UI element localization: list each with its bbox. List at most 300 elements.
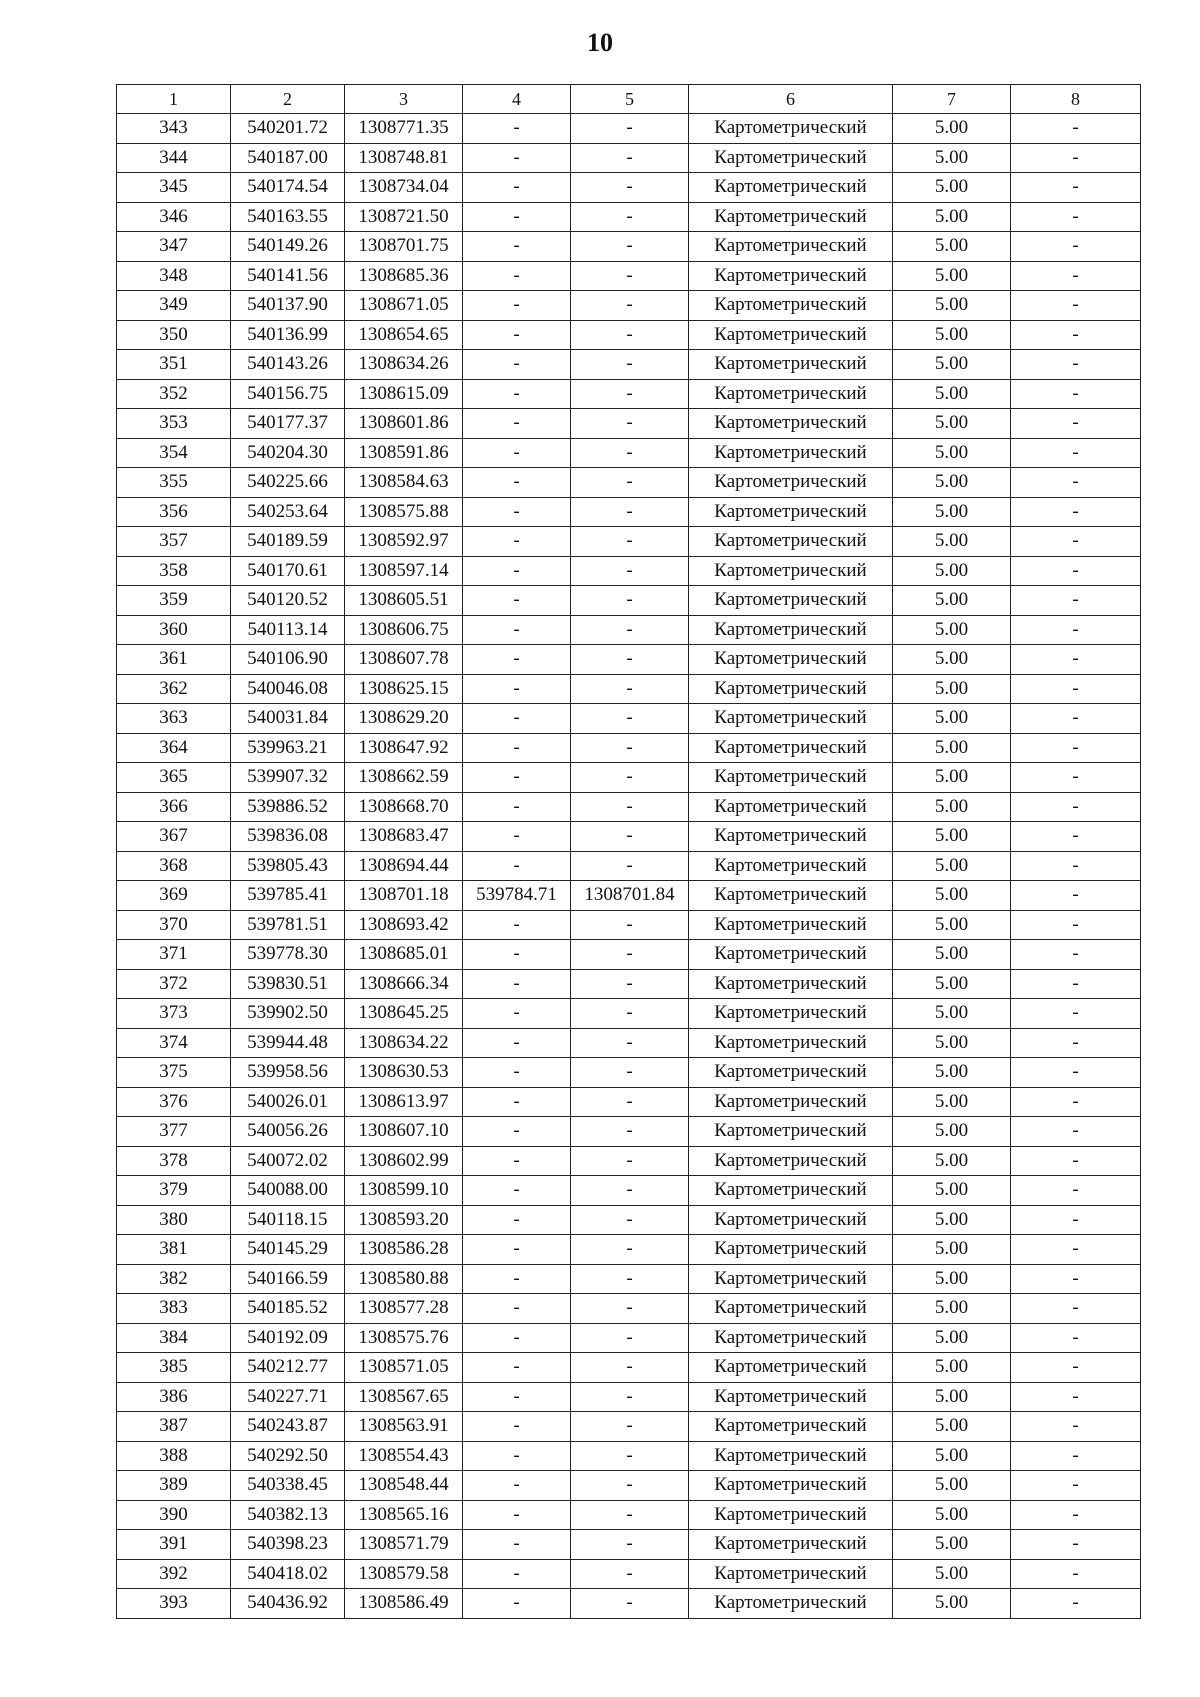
cell-y-coordinate-alt: - <box>571 556 689 586</box>
cell-x-coordinate: 540243.87 <box>231 1412 345 1442</box>
cell-y-coordinate: 1308579.58 <box>345 1559 463 1589</box>
cell-x-coordinate-alt: - <box>463 1323 571 1353</box>
cell-y-coordinate-alt: - <box>571 409 689 439</box>
cell-method: Картометрический <box>689 969 893 999</box>
cell-method: Картометрический <box>689 320 893 350</box>
cell-x-coordinate-alt: - <box>463 615 571 645</box>
cell-note: - <box>1011 1264 1141 1294</box>
cell-x-coordinate: 539902.50 <box>231 999 345 1029</box>
cell-x-coordinate-alt: - <box>463 320 571 350</box>
cell-accuracy: 5.00 <box>893 1176 1011 1206</box>
cell-method: Картометрический <box>689 1028 893 1058</box>
cell-x-coordinate: 540185.52 <box>231 1294 345 1324</box>
cell-accuracy: 5.00 <box>893 291 1011 321</box>
cell-note: - <box>1011 556 1141 586</box>
cell-y-coordinate-alt: - <box>571 468 689 498</box>
cell-accuracy: 5.00 <box>893 586 1011 616</box>
cell-accuracy: 5.00 <box>893 969 1011 999</box>
cell-x-coordinate-alt: - <box>463 409 571 439</box>
cell-accuracy: 5.00 <box>893 822 1011 852</box>
cell-y-coordinate-alt: - <box>571 379 689 409</box>
cell-y-coordinate: 1308662.59 <box>345 763 463 793</box>
cell-accuracy: 5.00 <box>893 851 1011 881</box>
cell-x-coordinate-alt: - <box>463 1176 571 1206</box>
column-header-4: 4 <box>463 85 571 114</box>
table-row <box>117 645 1141 675</box>
cell-method: Картометрический <box>689 1382 893 1412</box>
cell-x-coordinate-alt: - <box>463 1235 571 1265</box>
table-row <box>117 1176 1141 1206</box>
cell-accuracy: 5.00 <box>893 1441 1011 1471</box>
cell-y-coordinate-alt: - <box>571 1146 689 1176</box>
cell-y-coordinate-alt: - <box>571 1471 689 1501</box>
cell-accuracy: 5.00 <box>893 999 1011 1029</box>
cell-method: Картометрический <box>689 232 893 262</box>
cell-y-coordinate-alt: - <box>571 1294 689 1324</box>
cell-x-coordinate: 540382.13 <box>231 1500 345 1530</box>
cell-y-coordinate: 1308685.36 <box>345 261 463 291</box>
cell-y-coordinate-alt: - <box>571 969 689 999</box>
cell-point-number: 347 <box>117 232 231 262</box>
cell-method: Картометрический <box>689 1235 893 1265</box>
cell-x-coordinate: 540143.26 <box>231 350 345 380</box>
cell-accuracy: 5.00 <box>893 1087 1011 1117</box>
cell-note: - <box>1011 1087 1141 1117</box>
cell-point-number: 343 <box>117 114 231 144</box>
cell-x-coordinate: 539886.52 <box>231 792 345 822</box>
table-row <box>117 1412 1141 1442</box>
cell-accuracy: 5.00 <box>893 173 1011 203</box>
cell-y-coordinate: 1308575.88 <box>345 497 463 527</box>
table-row <box>117 792 1141 822</box>
table-row <box>117 969 1141 999</box>
cell-x-coordinate-alt: - <box>463 1146 571 1176</box>
cell-point-number: 380 <box>117 1205 231 1235</box>
cell-accuracy: 5.00 <box>893 645 1011 675</box>
cell-y-coordinate: 1308606.75 <box>345 615 463 645</box>
cell-x-coordinate-alt: - <box>463 143 571 173</box>
cell-point-number: 359 <box>117 586 231 616</box>
cell-point-number: 352 <box>117 379 231 409</box>
cell-note: - <box>1011 733 1141 763</box>
cell-note: - <box>1011 1176 1141 1206</box>
table-row <box>117 497 1141 527</box>
cell-method: Картометрический <box>689 881 893 911</box>
cell-method: Картометрический <box>689 379 893 409</box>
cell-note: - <box>1011 1058 1141 1088</box>
cell-y-coordinate: 1308567.65 <box>345 1382 463 1412</box>
table-row <box>117 615 1141 645</box>
cell-x-coordinate-alt: - <box>463 645 571 675</box>
cell-x-coordinate: 539944.48 <box>231 1028 345 1058</box>
cell-x-coordinate: 540187.00 <box>231 143 345 173</box>
cell-x-coordinate-alt: - <box>463 1471 571 1501</box>
cell-y-coordinate: 1308605.51 <box>345 586 463 616</box>
table-row <box>117 261 1141 291</box>
cell-x-coordinate: 540113.14 <box>231 615 345 645</box>
cell-x-coordinate-alt: - <box>463 733 571 763</box>
cell-method: Картометрический <box>689 1471 893 1501</box>
table-row <box>117 1559 1141 1589</box>
cell-method: Картометрический <box>689 822 893 852</box>
cell-x-coordinate: 539958.56 <box>231 1058 345 1088</box>
cell-method: Картометрический <box>689 114 893 144</box>
cell-y-coordinate-alt: - <box>571 1235 689 1265</box>
cell-point-number: 353 <box>117 409 231 439</box>
cell-x-coordinate-alt: - <box>463 910 571 940</box>
cell-note: - <box>1011 1353 1141 1383</box>
cell-x-coordinate: 540149.26 <box>231 232 345 262</box>
cell-accuracy: 5.00 <box>893 940 1011 970</box>
cell-note: - <box>1011 851 1141 881</box>
cell-y-coordinate-alt: - <box>571 704 689 734</box>
cell-y-coordinate-alt: - <box>571 1058 689 1088</box>
cell-x-coordinate: 540436.92 <box>231 1589 345 1619</box>
cell-note: - <box>1011 438 1141 468</box>
column-header-7: 7 <box>893 85 1011 114</box>
cell-note: - <box>1011 202 1141 232</box>
cell-y-coordinate: 1308586.49 <box>345 1589 463 1619</box>
cell-accuracy: 5.00 <box>893 143 1011 173</box>
cell-note: - <box>1011 1028 1141 1058</box>
cell-x-coordinate-alt: - <box>463 114 571 144</box>
cell-y-coordinate-alt: 1308701.84 <box>571 881 689 911</box>
cell-note: - <box>1011 379 1141 409</box>
cell-point-number: 389 <box>117 1471 231 1501</box>
cell-x-coordinate: 540166.59 <box>231 1264 345 1294</box>
cell-method: Картометрический <box>689 468 893 498</box>
cell-note: - <box>1011 1412 1141 1442</box>
cell-point-number: 379 <box>117 1176 231 1206</box>
cell-note: - <box>1011 1382 1141 1412</box>
cell-y-coordinate: 1308701.18 <box>345 881 463 911</box>
cell-note: - <box>1011 1500 1141 1530</box>
cell-y-coordinate-alt: - <box>571 261 689 291</box>
cell-y-coordinate: 1308593.20 <box>345 1205 463 1235</box>
table-row <box>117 1382 1141 1412</box>
cell-point-number: 375 <box>117 1058 231 1088</box>
table-row <box>117 1353 1141 1383</box>
cell-x-coordinate-alt: - <box>463 1058 571 1088</box>
header-row <box>117 85 1141 114</box>
cell-note: - <box>1011 1471 1141 1501</box>
table-row <box>117 1028 1141 1058</box>
cell-x-coordinate-alt: - <box>463 438 571 468</box>
cell-accuracy: 5.00 <box>893 1205 1011 1235</box>
cell-accuracy: 5.00 <box>893 1382 1011 1412</box>
cell-accuracy: 5.00 <box>893 1146 1011 1176</box>
cell-x-coordinate-alt: - <box>463 497 571 527</box>
cell-accuracy: 5.00 <box>893 1235 1011 1265</box>
cell-x-coordinate: 540026.01 <box>231 1087 345 1117</box>
cell-method: Картометрический <box>689 1530 893 1560</box>
cell-x-coordinate: 540418.02 <box>231 1559 345 1589</box>
cell-x-coordinate: 540141.56 <box>231 261 345 291</box>
cell-y-coordinate: 1308601.86 <box>345 409 463 439</box>
cell-accuracy: 5.00 <box>893 527 1011 557</box>
cell-y-coordinate: 1308592.97 <box>345 527 463 557</box>
cell-accuracy: 5.00 <box>893 409 1011 439</box>
cell-method: Картометрический <box>689 173 893 203</box>
cell-point-number: 361 <box>117 645 231 675</box>
table-row <box>117 1500 1141 1530</box>
cell-point-number: 387 <box>117 1412 231 1442</box>
cell-x-coordinate: 540174.54 <box>231 173 345 203</box>
cell-accuracy: 5.00 <box>893 202 1011 232</box>
table-row <box>117 1264 1141 1294</box>
cell-x-coordinate: 540120.52 <box>231 586 345 616</box>
cell-point-number: 382 <box>117 1264 231 1294</box>
cell-accuracy: 5.00 <box>893 1264 1011 1294</box>
cell-x-coordinate-alt: - <box>463 1530 571 1560</box>
cell-y-coordinate: 1308634.22 <box>345 1028 463 1058</box>
table-row <box>117 232 1141 262</box>
cell-x-coordinate-alt: - <box>463 1412 571 1442</box>
cell-y-coordinate-alt: - <box>571 173 689 203</box>
cell-y-coordinate: 1308571.05 <box>345 1353 463 1383</box>
cell-point-number: 364 <box>117 733 231 763</box>
cell-accuracy: 5.00 <box>893 1323 1011 1353</box>
cell-method: Картометрический <box>689 1176 893 1206</box>
column-header-5: 5 <box>571 85 689 114</box>
cell-method: Картометрический <box>689 792 893 822</box>
table-row <box>117 379 1141 409</box>
cell-accuracy: 5.00 <box>893 468 1011 498</box>
cell-y-coordinate-alt: - <box>571 615 689 645</box>
cell-y-coordinate-alt: - <box>571 1176 689 1206</box>
cell-method: Картометрический <box>689 763 893 793</box>
cell-point-number: 365 <box>117 763 231 793</box>
cell-y-coordinate-alt: - <box>571 1559 689 1589</box>
table-row <box>117 851 1141 881</box>
cell-accuracy: 5.00 <box>893 1471 1011 1501</box>
cell-point-number: 378 <box>117 1146 231 1176</box>
cell-point-number: 377 <box>117 1117 231 1147</box>
cell-accuracy: 5.00 <box>893 1117 1011 1147</box>
cell-note: - <box>1011 645 1141 675</box>
cell-x-coordinate: 540145.29 <box>231 1235 345 1265</box>
column-header-2: 2 <box>231 85 345 114</box>
cell-method: Картометрический <box>689 1205 893 1235</box>
cell-accuracy: 5.00 <box>893 438 1011 468</box>
cell-note: - <box>1011 615 1141 645</box>
table-row <box>117 114 1141 144</box>
cell-y-coordinate-alt: - <box>571 674 689 704</box>
table-row <box>117 1087 1141 1117</box>
table-row <box>117 202 1141 232</box>
cell-x-coordinate: 540170.61 <box>231 556 345 586</box>
cell-x-coordinate-alt: - <box>463 1353 571 1383</box>
cell-point-number: 356 <box>117 497 231 527</box>
cell-note: - <box>1011 291 1141 321</box>
cell-x-coordinate-alt: - <box>463 940 571 970</box>
cell-x-coordinate: 540106.90 <box>231 645 345 675</box>
cell-x-coordinate: 540338.45 <box>231 1471 345 1501</box>
table-row <box>117 881 1141 911</box>
cell-note: - <box>1011 497 1141 527</box>
cell-method: Картометрический <box>689 1117 893 1147</box>
cell-point-number: 385 <box>117 1353 231 1383</box>
cell-y-coordinate-alt: - <box>571 232 689 262</box>
cell-y-coordinate-alt: - <box>571 1028 689 1058</box>
cell-accuracy: 5.00 <box>893 1530 1011 1560</box>
cell-y-coordinate: 1308685.01 <box>345 940 463 970</box>
cell-y-coordinate: 1308634.26 <box>345 350 463 380</box>
table-row <box>117 822 1141 852</box>
cell-note: - <box>1011 350 1141 380</box>
cell-point-number: 350 <box>117 320 231 350</box>
cell-accuracy: 5.00 <box>893 379 1011 409</box>
cell-method: Картометрический <box>689 1412 893 1442</box>
cell-point-number: 344 <box>117 143 231 173</box>
cell-y-coordinate: 1308654.65 <box>345 320 463 350</box>
cell-x-coordinate: 540204.30 <box>231 438 345 468</box>
cell-y-coordinate-alt: - <box>571 1412 689 1442</box>
cell-y-coordinate: 1308666.34 <box>345 969 463 999</box>
cell-note: - <box>1011 1559 1141 1589</box>
cell-y-coordinate: 1308683.47 <box>345 822 463 852</box>
cell-note: - <box>1011 586 1141 616</box>
cell-point-number: 363 <box>117 704 231 734</box>
table-row <box>117 674 1141 704</box>
cell-point-number: 367 <box>117 822 231 852</box>
cell-note: - <box>1011 1146 1141 1176</box>
cell-x-coordinate: 539830.51 <box>231 969 345 999</box>
cell-accuracy: 5.00 <box>893 733 1011 763</box>
cell-method: Картометрический <box>689 202 893 232</box>
cell-point-number: 349 <box>117 291 231 321</box>
cell-note: - <box>1011 792 1141 822</box>
table-row <box>117 291 1141 321</box>
cell-x-coordinate-alt: - <box>463 1087 571 1117</box>
cell-y-coordinate-alt: - <box>571 1205 689 1235</box>
table-row <box>117 320 1141 350</box>
cell-accuracy: 5.00 <box>893 763 1011 793</box>
cell-note: - <box>1011 1235 1141 1265</box>
cell-x-coordinate: 540225.66 <box>231 468 345 498</box>
cell-point-number: 345 <box>117 173 231 203</box>
cell-y-coordinate: 1308647.92 <box>345 733 463 763</box>
cell-note: - <box>1011 468 1141 498</box>
cell-x-coordinate: 539778.30 <box>231 940 345 970</box>
cell-method: Картометрический <box>689 999 893 1029</box>
cell-x-coordinate-alt: - <box>463 291 571 321</box>
cell-method: Картометрический <box>689 1441 893 1471</box>
cell-method: Картометрический <box>689 910 893 940</box>
table-row <box>117 350 1141 380</box>
cell-y-coordinate: 1308563.91 <box>345 1412 463 1442</box>
cell-note: - <box>1011 1530 1141 1560</box>
cell-y-coordinate: 1308748.81 <box>345 143 463 173</box>
cell-method: Картометрический <box>689 527 893 557</box>
cell-accuracy: 5.00 <box>893 232 1011 262</box>
table-row <box>117 999 1141 1029</box>
cell-y-coordinate: 1308577.28 <box>345 1294 463 1324</box>
cell-note: - <box>1011 114 1141 144</box>
cell-note: - <box>1011 1205 1141 1235</box>
cell-y-coordinate-alt: - <box>571 1264 689 1294</box>
cell-x-coordinate: 539836.08 <box>231 822 345 852</box>
table-row <box>117 1323 1141 1353</box>
cell-x-coordinate: 540136.99 <box>231 320 345 350</box>
cell-y-coordinate: 1308548.44 <box>345 1471 463 1501</box>
column-header-8: 8 <box>1011 85 1141 114</box>
table-row <box>117 143 1141 173</box>
cell-point-number: 374 <box>117 1028 231 1058</box>
cell-x-coordinate: 540253.64 <box>231 497 345 527</box>
cell-y-coordinate: 1308575.76 <box>345 1323 463 1353</box>
table-row <box>117 173 1141 203</box>
cell-point-number: 390 <box>117 1500 231 1530</box>
cell-method: Картометрический <box>689 586 893 616</box>
cell-x-coordinate: 539785.41 <box>231 881 345 911</box>
cell-point-number: 384 <box>117 1323 231 1353</box>
cell-point-number: 376 <box>117 1087 231 1117</box>
cell-x-coordinate: 540227.71 <box>231 1382 345 1412</box>
cell-x-coordinate-alt: - <box>463 763 571 793</box>
cell-method: Картометрический <box>689 1559 893 1589</box>
cell-y-coordinate-alt: - <box>571 733 689 763</box>
cell-point-number: 381 <box>117 1235 231 1265</box>
cell-x-coordinate: 540292.50 <box>231 1441 345 1471</box>
cell-point-number: 360 <box>117 615 231 645</box>
cell-y-coordinate: 1308565.16 <box>345 1500 463 1530</box>
table-row <box>117 1441 1141 1471</box>
cell-x-coordinate-alt: - <box>463 792 571 822</box>
cell-method: Картометрический <box>689 1087 893 1117</box>
cell-note: - <box>1011 261 1141 291</box>
cell-point-number: 346 <box>117 202 231 232</box>
cell-point-number: 386 <box>117 1382 231 1412</box>
cell-note: - <box>1011 763 1141 793</box>
cell-method: Картометрический <box>689 851 893 881</box>
cell-accuracy: 5.00 <box>893 881 1011 911</box>
cell-method: Картометрический <box>689 674 893 704</box>
cell-y-coordinate: 1308694.44 <box>345 851 463 881</box>
column-header-6: 6 <box>689 85 893 114</box>
cell-note: - <box>1011 940 1141 970</box>
cell-point-number: 393 <box>117 1589 231 1619</box>
cell-x-coordinate: 540192.09 <box>231 1323 345 1353</box>
cell-method: Картометрический <box>689 1294 893 1324</box>
cell-accuracy: 5.00 <box>893 910 1011 940</box>
cell-x-coordinate: 540189.59 <box>231 527 345 557</box>
cell-y-coordinate: 1308586.28 <box>345 1235 463 1265</box>
cell-y-coordinate-alt: - <box>571 1382 689 1412</box>
cell-y-coordinate-alt: - <box>571 1500 689 1530</box>
cell-method: Картометрический <box>689 1500 893 1530</box>
cell-method: Картометрический <box>689 1264 893 1294</box>
table-row <box>117 1589 1141 1619</box>
cell-y-coordinate: 1308554.43 <box>345 1441 463 1471</box>
cell-x-coordinate-alt: - <box>463 1589 571 1619</box>
cell-y-coordinate-alt: - <box>571 497 689 527</box>
cell-y-coordinate-alt: - <box>571 910 689 940</box>
cell-accuracy: 5.00 <box>893 1353 1011 1383</box>
cell-x-coordinate-alt: - <box>463 1559 571 1589</box>
cell-point-number: 391 <box>117 1530 231 1560</box>
cell-point-number: 355 <box>117 468 231 498</box>
cell-y-coordinate-alt: - <box>571 822 689 852</box>
cell-x-coordinate-alt: - <box>463 704 571 734</box>
cell-accuracy: 5.00 <box>893 320 1011 350</box>
table-row <box>117 409 1141 439</box>
cell-y-coordinate: 1308591.86 <box>345 438 463 468</box>
cell-y-coordinate: 1308613.97 <box>345 1087 463 1117</box>
cell-x-coordinate-alt: - <box>463 1117 571 1147</box>
cell-method: Картометрический <box>689 261 893 291</box>
cell-y-coordinate: 1308597.14 <box>345 556 463 586</box>
